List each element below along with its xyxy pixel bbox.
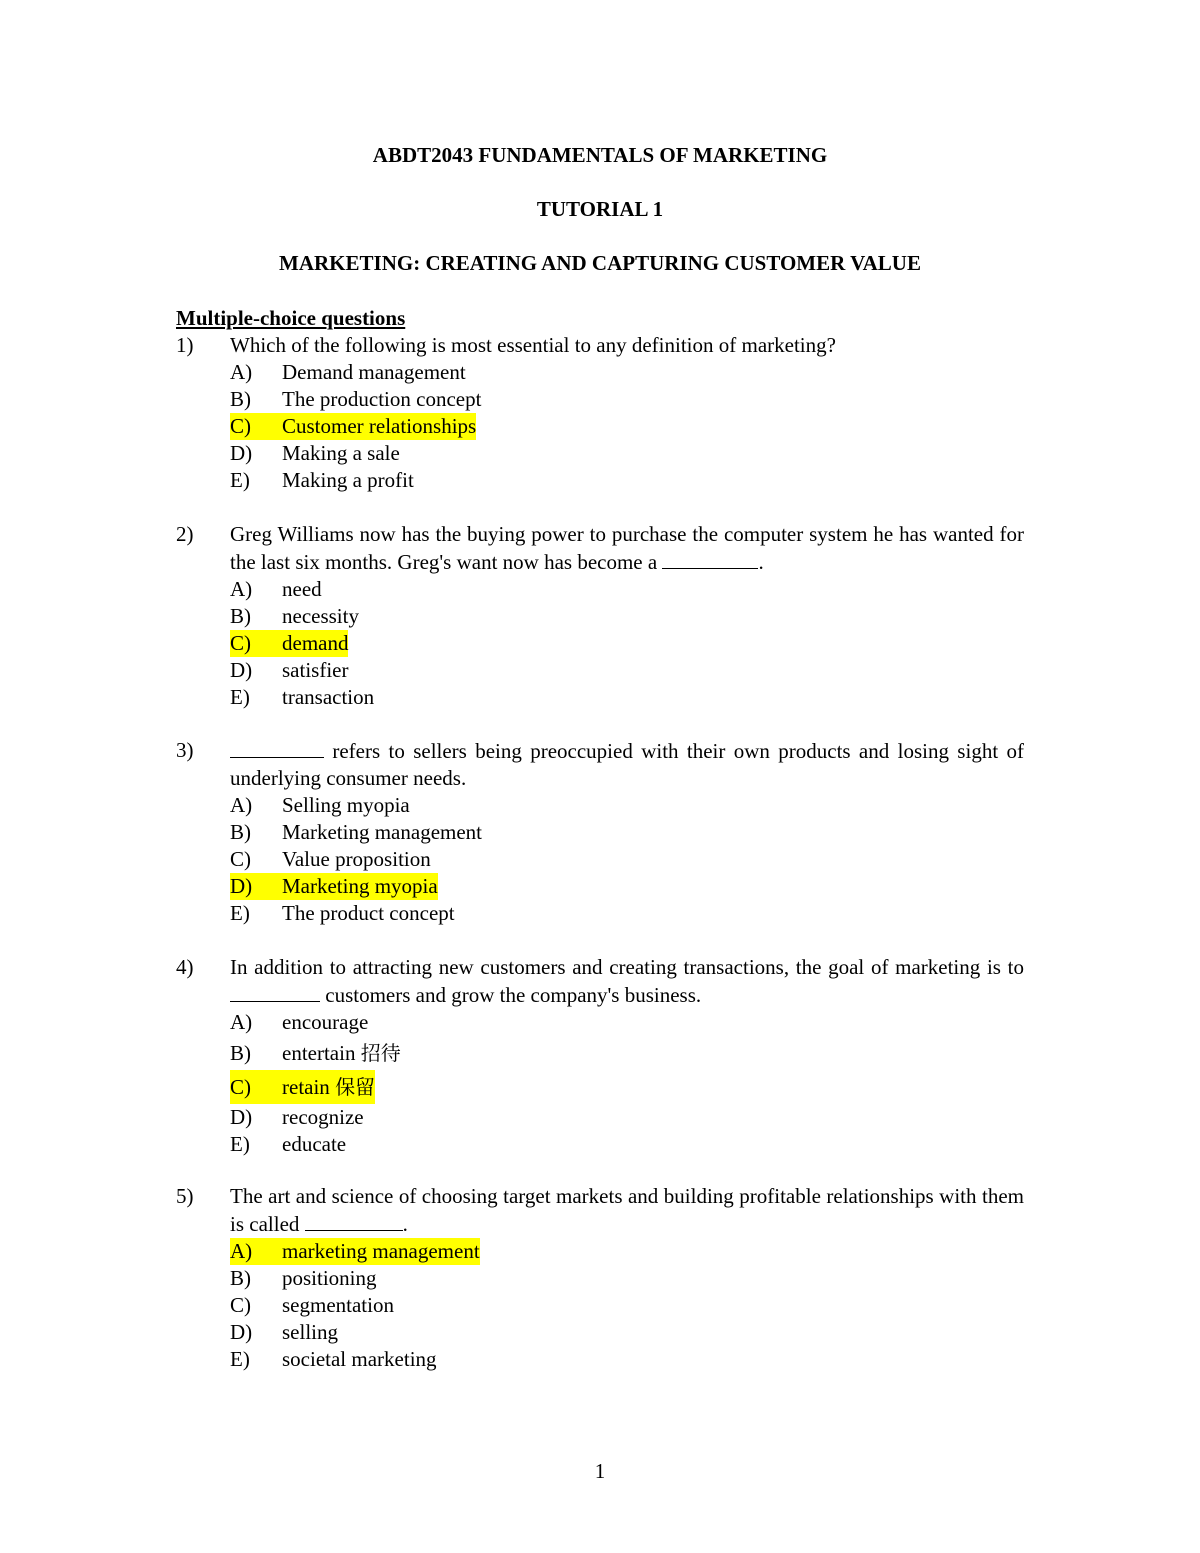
option-text: selling (282, 1320, 338, 1344)
option-letter: A) (230, 1239, 253, 1263)
option-letter: C) (230, 414, 251, 438)
option-text: The production concept (282, 387, 482, 411)
option-a (230, 1009, 1024, 1036)
question-number: 5) (176, 1184, 194, 1208)
option-text: entertain (282, 1041, 356, 1065)
option-letter: A) (230, 360, 253, 384)
question-number: 4) (176, 955, 194, 979)
question-text (230, 737, 1024, 792)
tutorial-title: TUTORIAL 1 (536, 197, 664, 221)
option-text: demand (282, 631, 349, 655)
question-number: 3) (176, 738, 194, 762)
question-1 (176, 332, 1024, 494)
option-b (230, 603, 1024, 630)
answer-blank (662, 548, 758, 569)
page-number: 1 (594, 1459, 606, 1483)
option-letter: B) (230, 1266, 251, 1290)
option-b (230, 1036, 1024, 1070)
option-letter: D) (230, 874, 253, 898)
section-title: Multiple-choice questions (176, 306, 406, 330)
option-d (230, 1319, 1024, 1346)
option-text: need (282, 577, 322, 601)
option-text: satisfier (282, 658, 349, 682)
option-b (230, 386, 1024, 413)
option-text: Demand management (282, 360, 466, 384)
option-b (230, 1265, 1024, 1292)
question-text-after: customers and grow the company's business. (325, 983, 702, 1007)
option-letter: B) (230, 604, 251, 628)
option-c-highlighted (230, 630, 1024, 657)
option-e (230, 900, 1024, 927)
answer-blank (230, 737, 324, 758)
question-number: 2) (176, 522, 194, 546)
question-text-after: . (402, 1212, 408, 1236)
option-c-highlighted (230, 413, 1024, 440)
option-text: Marketing myopia (282, 874, 438, 898)
question-text (230, 521, 1024, 576)
option-d (230, 657, 1024, 684)
option-letter: E) (230, 901, 250, 925)
question-2 (176, 521, 1024, 711)
question-text (230, 1183, 1024, 1238)
option-letter: D) (230, 1105, 253, 1129)
option-letter: E) (230, 468, 250, 492)
option-text: positioning (282, 1266, 377, 1290)
question-4 (176, 954, 1024, 1158)
option-e (230, 1346, 1024, 1373)
option-letter: D) (230, 1320, 253, 1344)
option-text: Making a sale (282, 441, 400, 465)
option-letter: C) (230, 847, 251, 871)
option-text: marketing management (282, 1239, 480, 1263)
option-text: encourage (282, 1010, 369, 1034)
option-text: segmentation (282, 1293, 394, 1317)
option-letter: B) (230, 1041, 251, 1065)
option-text: Marketing management (282, 820, 483, 844)
answer-blank (230, 981, 320, 1002)
option-text: Value proposition (282, 847, 431, 871)
question-3 (176, 737, 1024, 927)
option-letter: E) (230, 685, 250, 709)
option-text: Making a profit (282, 468, 414, 492)
option-letter: B) (230, 820, 251, 844)
option-d (230, 440, 1024, 467)
option-text: The product concept (282, 901, 455, 925)
option-note: 招待 (360, 1041, 401, 1065)
option-b (230, 819, 1024, 846)
question-5 (176, 1183, 1024, 1373)
course-title: ABDT2043 FUNDAMENTALS OF MARKETING (372, 143, 828, 167)
question-text-before: In addition to attracting new customers and creating transactions, the goal of marketing is to (230, 955, 1024, 979)
option-text: societal marketing (282, 1347, 437, 1371)
question-text-before: Greg Williams now has the buying power to purchase the computer system he has wanted for the last six months. Greg's want now has become a (230, 522, 1024, 574)
question-text: Which of the following is most essential to any definition of marketing? (230, 333, 836, 357)
option-e (230, 1131, 1024, 1158)
option-c (230, 846, 1024, 873)
question-text-after: . (758, 550, 764, 574)
option-note: 保留 (335, 1075, 376, 1099)
option-letter: C) (230, 1293, 251, 1317)
question-text-before: The art and science of choosing target markets and building profitable relationships with them is called (230, 1184, 1024, 1236)
option-letter: E) (230, 1132, 250, 1156)
question-text-after: refers to sellers being preoccupied with their own products and losing sight of underlying consumer needs. (230, 739, 1025, 790)
option-c (230, 1292, 1024, 1319)
question-number: 1) (176, 333, 194, 357)
option-text: necessity (282, 604, 359, 628)
option-letter: D) (230, 658, 253, 682)
question-text (230, 954, 1024, 1009)
option-d (230, 1104, 1024, 1131)
answer-blank (305, 1210, 403, 1231)
option-letter: D) (230, 441, 253, 465)
topic-title: MARKETING: CREATING AND CAPTURING CUSTOMER VALUE (279, 251, 921, 275)
option-e (230, 467, 1024, 494)
option-text: recognize (282, 1105, 364, 1129)
option-letter: A) (230, 793, 253, 817)
option-text: Selling myopia (282, 793, 410, 817)
option-text: educate (282, 1132, 347, 1156)
option-letter: C) (230, 1075, 251, 1099)
option-letter: B) (230, 387, 251, 411)
option-d-highlighted (230, 873, 1024, 900)
option-c-highlighted (230, 1070, 1024, 1104)
option-text: Customer relationships (282, 414, 477, 438)
option-a-highlighted (230, 1238, 1024, 1265)
option-a (230, 359, 1024, 386)
option-letter: C) (230, 631, 251, 655)
option-e (230, 684, 1024, 711)
option-letter: A) (230, 577, 253, 601)
option-a (230, 792, 1024, 819)
option-letter: E) (230, 1347, 250, 1371)
option-text: transaction (282, 685, 375, 709)
option-letter: A) (230, 1010, 253, 1034)
option-text: retain (282, 1075, 330, 1099)
option-a (230, 576, 1024, 603)
